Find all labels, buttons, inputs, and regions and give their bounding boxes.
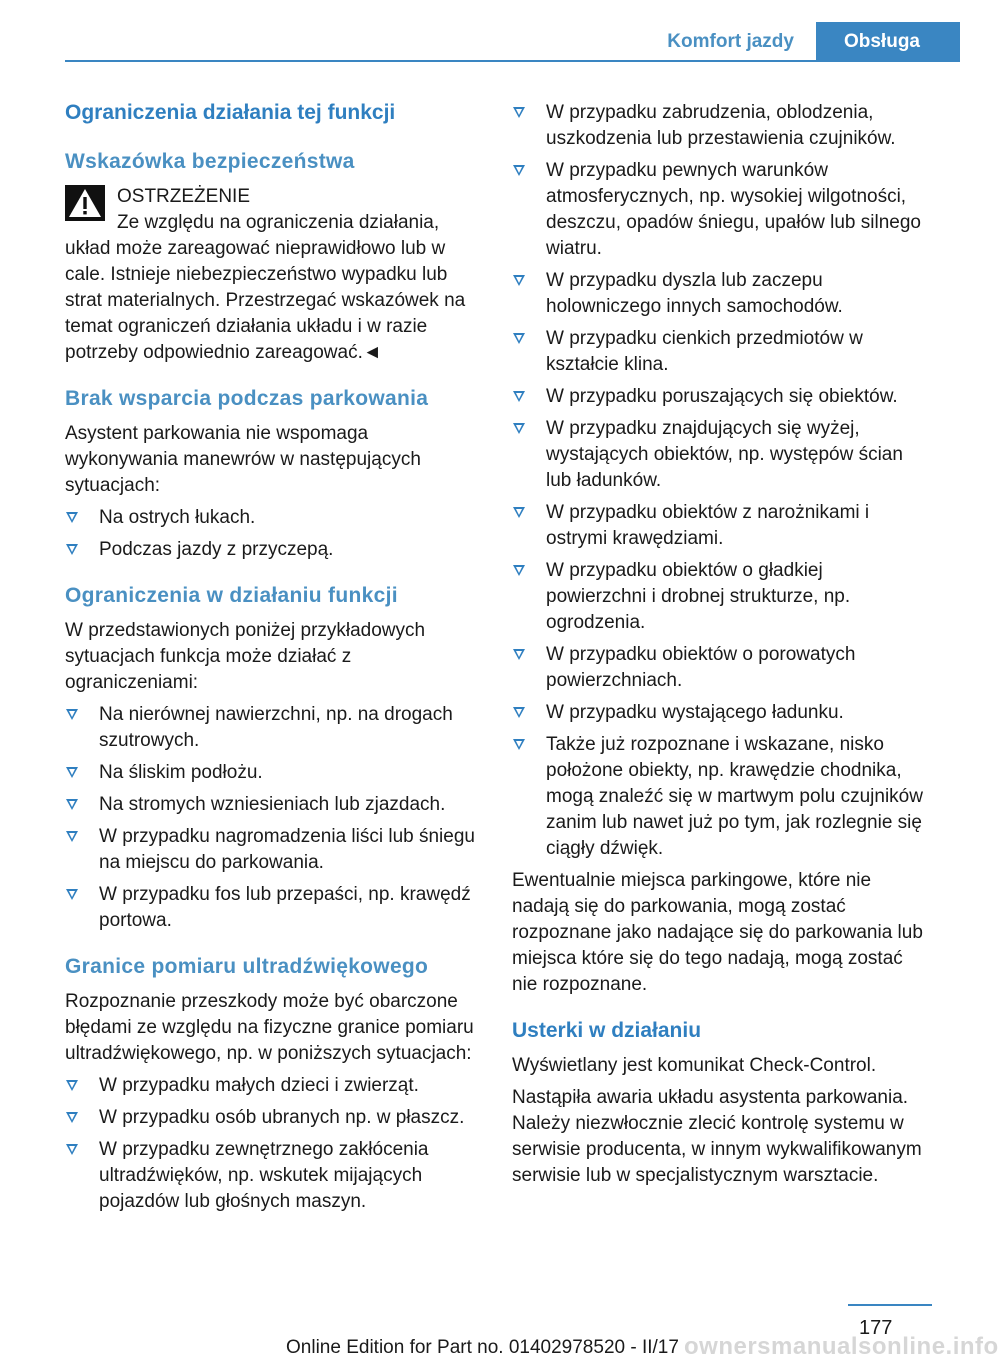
triangle-bullet-icon [513, 739, 525, 750]
header-tabs [645, 22, 960, 62]
ultrasound-heading: Granice pomiaru ultradźwiękowego [65, 955, 429, 978]
parking-list [65, 505, 477, 563]
list-item: W przypadku obiektów o porowatych powierzchniach. [512, 642, 927, 694]
triangle-bullet-icon [513, 507, 525, 518]
safety-heading: Wskazówka bezpieczeństwa [65, 150, 355, 173]
triangle-bullet-icon [66, 889, 78, 900]
list-item: W przypadku obiektów z narożnikami i ostrymi krawędziami. [512, 500, 927, 552]
closing-text: Ewentualnie miejsca parkingowe, które nie nadają się do parkowania, mogą zostać rozpoznane jako nadające się do parkowania lub miejsca które się do tego nadają, mogą zostać nie rozpoznane. [512, 870, 923, 995]
list-item: W przypadku nagromadzenia liści lub śniegu na miejscu do parkowania. [65, 824, 477, 876]
chapter-tab[interactable]: Obsługa [816, 22, 960, 62]
list-item: W przypadku dyszla lub zaczepu holowniczego innych samochodów. [512, 268, 927, 320]
ultrasound-text: Rozpoznanie przeszkody może być obarczone błędami ze względu na fizyczne granice pomiaru ultradźwiękowego, np. w poniższych sytuacjach: [65, 991, 474, 1064]
limits-text: W przedstawionych poniżej przykładowych sytuacjach funkcja może działać z ograniczeniami: [65, 620, 426, 693]
triangle-bullet-icon [513, 423, 525, 434]
list-item: Podczas jazdy z przyczepą. [65, 537, 477, 563]
footer-edition: Online Edition for Part no. 01402978520 - II/17 [286, 1337, 679, 1358]
list-item: Na ostrych łukach. [65, 505, 477, 531]
list-item: W przypadku wystającego ładunku. [512, 700, 927, 726]
ultrasound-list-continued [512, 100, 927, 862]
triangle-bullet-icon [66, 767, 78, 778]
header-rule [65, 60, 960, 62]
triangle-bullet-icon [66, 799, 78, 810]
triangle-bullet-icon [513, 565, 525, 576]
parking-heading: Brak wsparcia podczas parkowania [65, 387, 429, 410]
list-item: W przypadku zewnętrznego zakłócenia ultradźwięków, np. wskutek mijających pojazdów lub głośnych maszyn. [65, 1137, 477, 1215]
warning-label: OSTRZEŻENIE [117, 186, 251, 207]
list-item: W przypadku cienkich przedmiotów w kształcie klina. [512, 326, 927, 378]
warning-first-line: Ze względu na ograniczenia działania, [117, 212, 440, 233]
warning-text: układ może zareagować nieprawidłowo lub w cale. Istnieje niebezpieczeństwo wypadku lub strat materialnych. Przestrzegać wskazówek na temat ograniczeń działania układu i w razie potrzeby odpowiednio zareagować.◄ [65, 238, 466, 363]
warning-icon [65, 185, 105, 221]
triangle-bullet-icon [66, 1080, 78, 1091]
parking-text: Asystent parkowania nie wspomaga wykonywania manewrów w następujących sytuacjach: [65, 423, 421, 496]
triangle-bullet-icon [513, 391, 525, 402]
limits-list [65, 702, 477, 934]
warning-box [65, 184, 477, 366]
list-item: W przypadku poruszających się obiektów. [512, 384, 927, 410]
triangle-bullet-icon [513, 165, 525, 176]
list-item: W przypadku pewnych warunków atmosferycznych, np. wysokiej wilgotności, deszczu, opadów śniegu, upałów lub silnego wiatru. [512, 158, 927, 262]
page-number: 177 [859, 1317, 893, 1339]
left-column [65, 100, 477, 1221]
right-column [512, 100, 927, 1195]
list-item: Na nierównej nawierzchni, np. na drogach szutrowych. [65, 702, 477, 754]
malfunction-text-2: Nastąpiła awaria układu asystenta parkowania. Należy niezwłocznie zlecić kontrolę systemu w serwisie producenta, w innym wykwalifikowanym serwisie lub w specjalistycznym warsztacie. [512, 1087, 922, 1186]
list-item: W przypadku osób ubranych np. w płaszcz. [65, 1105, 477, 1131]
triangle-bullet-icon [66, 1144, 78, 1155]
list-item: Także już rozpoznane i wskazane, nisko położone obiekty, np. krawędzie chodnika, mogą znaleźć się w martwym polu czujników zanim lub nawet już po tym, jak rozlegnie się ciągły dźwięk. [512, 732, 927, 862]
list-item: Na śliskim podłożu. [65, 760, 477, 786]
list-item: W przypadku zabrudzenia, oblodzenia, uszkodzenia lub przestawienia czujników. [512, 100, 927, 152]
list-item: W przypadku małych dzieci i zwierząt. [65, 1073, 477, 1099]
triangle-bullet-icon [66, 709, 78, 720]
malfunction-heading: Usterki w działaniu [512, 1019, 702, 1042]
triangle-bullet-icon [513, 107, 525, 118]
triangle-bullet-icon [66, 1112, 78, 1123]
list-item: W przypadku fos lub przepaści, np. krawędź portowa. [65, 882, 477, 934]
limits-heading: Ograniczenia w działaniu funkcji [65, 584, 398, 607]
section-tab[interactable]: Komfort jazdy [645, 22, 816, 62]
ultrasound-list [65, 1073, 477, 1215]
page-number-rule [848, 1304, 932, 1306]
triangle-bullet-icon [66, 512, 78, 523]
malfunction-text-1: Wyświetlany jest komunikat Check-Control. [512, 1055, 877, 1076]
triangle-bullet-icon [513, 275, 525, 286]
section-title: Ograniczenia działania tej funkcji [65, 101, 396, 124]
list-item: Na stromych wzniesieniach lub zjazdach. [65, 792, 477, 818]
triangle-bullet-icon [66, 544, 78, 555]
triangle-bullet-icon [66, 831, 78, 842]
list-item: W przypadku obiektów o gładkiej powierzchni i drobnej strukturze, np. ogrodzenia. [512, 558, 927, 636]
list-item: W przypadku znajdujących się wyżej, wystających obiektów, np. występów ścian lub ładunków. [512, 416, 927, 494]
triangle-bullet-icon [513, 649, 525, 660]
triangle-bullet-icon [513, 707, 525, 718]
watermark: ownersmanualsonline.info [684, 1333, 999, 1360]
triangle-bullet-icon [513, 333, 525, 344]
